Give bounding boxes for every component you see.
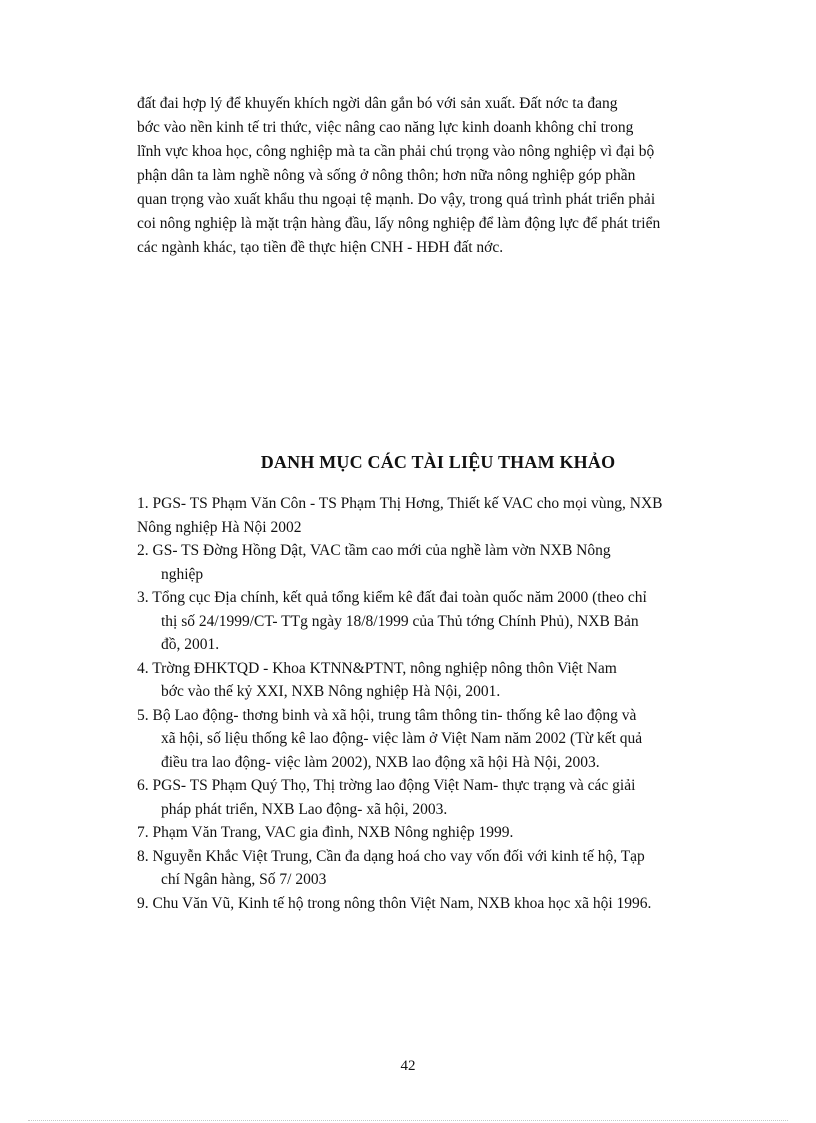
references-list	[137, 492, 739, 915]
reference-line: pháp phát triển, NXB Lao động- xã hội, 2003.	[161, 800, 448, 818]
reference-line: 5. Bộ Lao động- thơng binh và xã hội, trung tâm thông tin- thống kê lao động và	[137, 706, 637, 724]
intro-line: coi nông nghiệp là mặt trận hàng đầu, lấy nông nghiệp để làm động lực để phát triển	[137, 215, 661, 232]
reference-item	[137, 845, 739, 892]
reference-item	[137, 586, 739, 657]
reference-line: 3. Tổng cục Địa chính, kết quả tổng kiểm kê đất đai toàn quốc năm 2000 (theo chỉ	[137, 589, 647, 606]
reference-line: 7. Phạm Văn Trang, VAC gia đình, NXB Nông nghiệp 1999.	[137, 824, 514, 841]
reference-line: 2. GS- TS Đờng Hồng Dật, VAC tầm cao mới của nghề làm vờn NXB Nông	[137, 542, 611, 559]
reference-item	[137, 774, 739, 821]
reference-item	[137, 892, 739, 916]
reference-line: 8. Nguyễn Khắc Việt Trung, Cần đa dạng hoá cho vay vốn đối với kinh tế hộ, Tạp	[137, 847, 645, 865]
intro-paragraph	[137, 92, 739, 260]
reference-line: đồ, 2001.	[161, 636, 220, 653]
intro-line: lĩnh vực khoa học, công nghiệp mà ta cần phải chú trọng vào nông nghiệp vì đại bộ	[137, 143, 655, 160]
page-bottom-divider	[28, 1120, 788, 1121]
reference-line: 9. Chu Văn Vũ, Kinh tế hộ trong nông thôn Việt Nam, NXB khoa học xã hội 1996.	[137, 894, 652, 912]
reference-line: chí Ngân hàng, Số 7/ 2003	[161, 871, 327, 888]
reference-line: xã hội, số liệu thống kê lao động- việc làm ở Việt Nam năm 2002 (Từ kết quả	[161, 730, 643, 747]
intro-line: bớc vào nền kinh tế tri thức, việc nâng cao năng lực kinh doanh không chỉ trong	[137, 119, 634, 136]
reference-line: 4. Trờng ĐHKTQD - Khoa KTNN&PTNT, nông nghiệp nông thôn Việt Nam	[137, 659, 617, 677]
reference-line: thị số 24/1999/CT- TTg ngày 18/8/1999 của Thủ tớng Chính Phủ), NXB Bản	[161, 612, 639, 630]
intro-line: quan trọng vào xuất khẩu thu ngoại tệ mạnh. Do vậy, trong quá trình phát triển phải	[137, 191, 656, 208]
reference-item	[137, 821, 739, 845]
reference-item	[137, 492, 739, 539]
references-heading: DANH MỤC CÁC TÀI LIỆU THAM KHẢO	[260, 452, 616, 472]
reference-line: Nông nghiệp Hà Nội 2002	[137, 518, 302, 536]
reference-line: 1. PGS- TS Phạm Văn Côn - TS Phạm Thị Hơng, Thiết kế VAC cho mọi vùng, NXB	[137, 495, 663, 512]
intro-line: các ngành khác, tạo tiền đề thực hiện CNH - HĐH đất nớc.	[137, 239, 504, 256]
reference-item	[137, 539, 739, 586]
intro-line: phận dân ta làm nghề nông và sống ở nông thôn; hơn nữa nông nghiệp góp phần	[137, 167, 636, 184]
page-number: 42	[400, 1058, 416, 1074]
intro-line: đất đai hợp lý để khuyến khích ngời dân gắn bó với sản xuất. Đất nớc ta đang	[137, 95, 618, 112]
reference-item	[137, 704, 739, 775]
reference-item	[137, 657, 739, 704]
reference-line: điều tra lao động- việc làm 2002), NXB lao động xã hội Hà Nội, 2003.	[161, 753, 600, 771]
reference-line: nghiệp	[161, 565, 204, 583]
reference-line: bớc vào thế kỷ XXI, NXB Nông nghiệp Hà Nội, 2001.	[161, 683, 501, 700]
reference-line: 6. PGS- TS Phạm Quý Thọ, Thị trờng lao động Việt Nam- thực trạng và các giải	[137, 777, 636, 794]
